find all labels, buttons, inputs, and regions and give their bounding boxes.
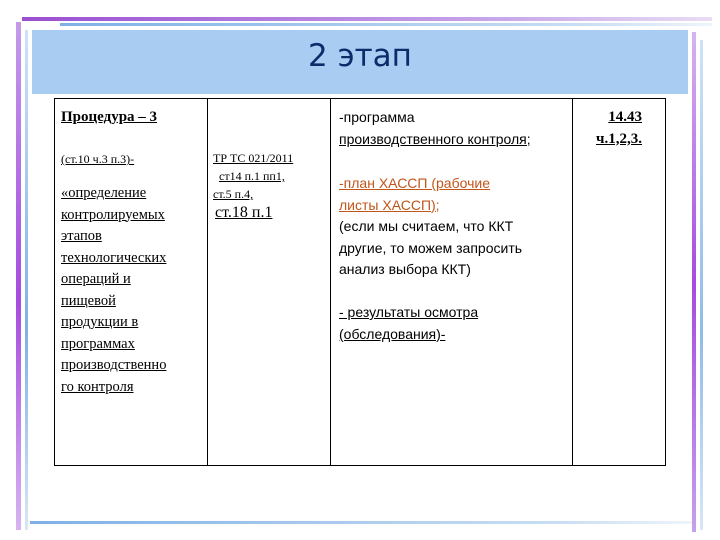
- inspection-line: - результаты осмотра: [339, 304, 479, 320]
- column-divider-1: [207, 99, 208, 465]
- haccp-line: листы ХАССП);: [339, 196, 440, 213]
- program-line: -программа: [339, 109, 415, 125]
- kkt-note: [339, 216, 522, 281]
- program-line: производственного контроля;: [339, 130, 531, 147]
- top-decor-line: [22, 17, 712, 21]
- left-decor-bar-secondary: [25, 30, 28, 530]
- regulation-line: ТР ТС 021/2011: [213, 151, 294, 165]
- description-line: «определение: [61, 185, 147, 201]
- kkt-line: (если мы считаем, что ККТ: [339, 218, 514, 234]
- regulation-line: ст14 п.1 пп1,: [219, 169, 285, 183]
- column-divider-2: [330, 99, 331, 465]
- column-divider-3: [572, 99, 573, 465]
- description-line: пищевой: [61, 292, 116, 309]
- description-line: производственно: [61, 357, 167, 373]
- haccp-plan: [339, 173, 490, 216]
- haccp-line: -план ХАССП (рабочие: [339, 175, 490, 191]
- inspection-results: [339, 302, 478, 345]
- description-line: операций и: [61, 271, 131, 287]
- kkt-line: анализ выбора ККТ): [339, 261, 471, 277]
- procedure-ref: (ст.10 ч.3 п.3)-: [61, 152, 135, 166]
- description-line: программах: [61, 335, 135, 352]
- left-decor-bar: [16, 22, 21, 530]
- article-line: 14.43: [608, 109, 642, 125]
- procedure-title: Процедура – 3: [61, 109, 158, 125]
- description-line: технологических: [61, 249, 167, 266]
- inspection-line: (обследования)-: [339, 325, 446, 342]
- regulation-ref: [213, 149, 293, 203]
- right-decor-bar-secondary: [700, 40, 703, 530]
- description-line: продукции в: [61, 314, 139, 330]
- slide-title: 2 этап: [308, 38, 412, 74]
- article-line: ч.1,2,3.: [596, 130, 642, 147]
- production-control-program: [339, 107, 531, 150]
- bottom-decor-line: [30, 521, 692, 524]
- procedure-description: [61, 183, 166, 398]
- top-decor-line-secondary: [60, 23, 712, 26]
- stage-table: [54, 98, 666, 466]
- description-line: го контроля: [61, 378, 134, 395]
- article-number: [578, 107, 642, 150]
- title-band: [32, 30, 688, 94]
- regulation-article: ст.18 п.1: [215, 204, 273, 221]
- description-line: этапов: [61, 228, 102, 244]
- regulation-line: ст.5 п.4,: [213, 187, 254, 201]
- kkt-line: другие, то можем запросить: [339, 239, 523, 256]
- right-decor-bar: [692, 32, 696, 532]
- description-line: контролируемых: [61, 206, 165, 223]
